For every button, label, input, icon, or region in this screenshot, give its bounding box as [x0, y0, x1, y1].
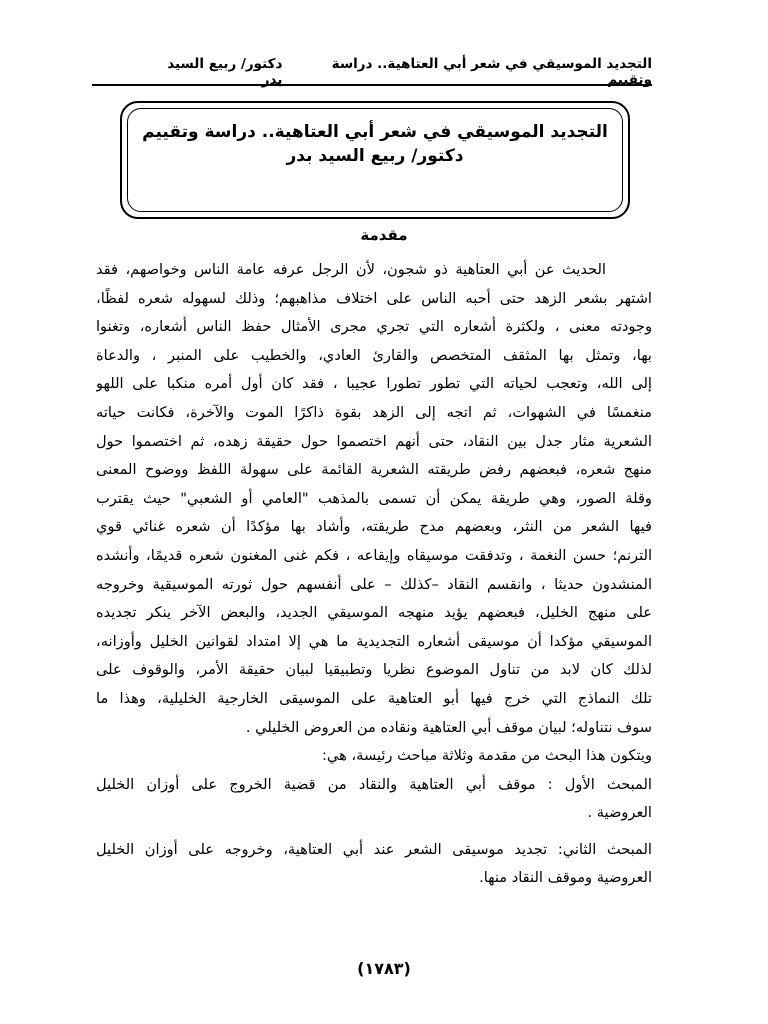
text-line: الحديث عن أبي العتاهية ذو شجون، لأن الرجل عرفه عامة الناس وخواصهم، فقد — [96, 261, 606, 278]
text-line: تلك النماذج التي خرج فيها أبو العتاهية على الموسيقى الخارجية الخليلية، وهذا ما — [96, 689, 652, 707]
page-number: (١٧٨٣) — [357, 959, 411, 978]
text-line: سوف نتناوله؛ لبيان موقف أبي العتاهية ونقاده من العروض الخليلي . — [245, 718, 652, 736]
title-box — [120, 101, 630, 219]
running-header-author: دكتور/ ربيع السيد بدر — [167, 56, 283, 88]
text-line: فيها الشعر من النثر، وبعضهم مدح طريقته، وأشاد بها مؤكدًا أن شعره غنائي قوي — [96, 518, 652, 536]
section-item-line: المبحث الثاني: تجديد موسيقى الشعر عند أبي العتاهية، وخروجه على أوزان الخليل — [96, 840, 652, 858]
text-line: الترنم؛ حسن النغمة ، وتدفقت موسيقاه وإيقاعه ، فكم غنى المغنون شعره قديمًا، وأنشده — [96, 546, 652, 564]
text-line: الموسيقي مؤكدا أن موسيقى أشعاره التجديدية ما هي إلا امتداد لقوانين الخليل وأوزانه، — [96, 632, 652, 650]
text-line: وجودته معنى ، ولكثرة أشعاره التي تجري مجرى الأمثال حفظ الناس أشعاره، وتغنوا — [96, 318, 652, 336]
text-line: منغمسًا في الشهوات، ثم اتجه إلى الزهد بقوة ذاكرًا الموت والآخرة، فكانت حياته — [96, 403, 652, 421]
section-item-line: العروضية . — [587, 804, 652, 822]
text-line: على منهج الخليل، فبعضهم يؤيد منهجه الموسيقي الجديد، والبعض الآخر ينكر تجديده — [96, 604, 652, 622]
text-line: إلى الله، وتعجب لحياته التي تطور تطورا عجيبا ، فقد كان أول أمره منكبا على اللهو — [96, 375, 652, 393]
text-line: لذلك كان لابد من تناول الموضوع نظريا وتطبيقيا لبيان حقيقة الأمر، والوقوف على — [96, 661, 652, 679]
section-item-line: المبحث الأول : موقف أبي العتاهية والنقاد من قضية الخروج على أوزان الخليل — [96, 775, 652, 793]
text-line: ويتكون هذا البحث من مقدمة وثلاثة مباحث رئيسة، هي: — [322, 747, 652, 765]
text-line: اشتهر بشعر الزهد حتى أحبه الناس على اختلاف مذاهبهم؛ وذلك لسهوله شعره لفظًا، — [96, 289, 652, 307]
body-text — [96, 256, 652, 893]
title-box-inner-frame — [127, 108, 623, 212]
text-line: منهج شعره، فبعضهم رفض طريقته الشعرية القائمة على سهولة اللفظ ووضوح المعنى — [96, 461, 652, 479]
text-line: الشعرية مثار جدل بين النقاد، حتى أنهم اختصموا حول حقيقة زهده، ثم اختصموا حول — [96, 432, 652, 450]
section-heading: مقدمة — [360, 226, 408, 244]
text-line: بها، وتمثل بها المثقف المتخصص والقارئ العادي، والخطيب على المنبر ، والدعاة — [96, 346, 652, 364]
section-item-line: العروضية وموقف النقاد منها. — [479, 869, 652, 887]
paper-title: التجديد الموسيقي في شعر أبي العتاهية.. دراسة وتقييم — [142, 122, 608, 142]
running-header — [92, 56, 652, 86]
running-header-title: التجديد الموسيقي في شعر أبي العتاهية.. دراسة وتقييم — [331, 56, 652, 88]
text-line: المنشدون حديثا ، وانقسم النقاد –كذلك – على أنفسهم حول ثورته الموسيقية وخروجه — [96, 575, 652, 593]
text-line: وقلة الصور، وهي طريقة يمكن أن تسمى بالمذهب "العامي أو الشعبي" حيث يقترب — [96, 489, 652, 507]
paper-author: دكتور/ ربيع السيد بدر — [286, 146, 464, 166]
